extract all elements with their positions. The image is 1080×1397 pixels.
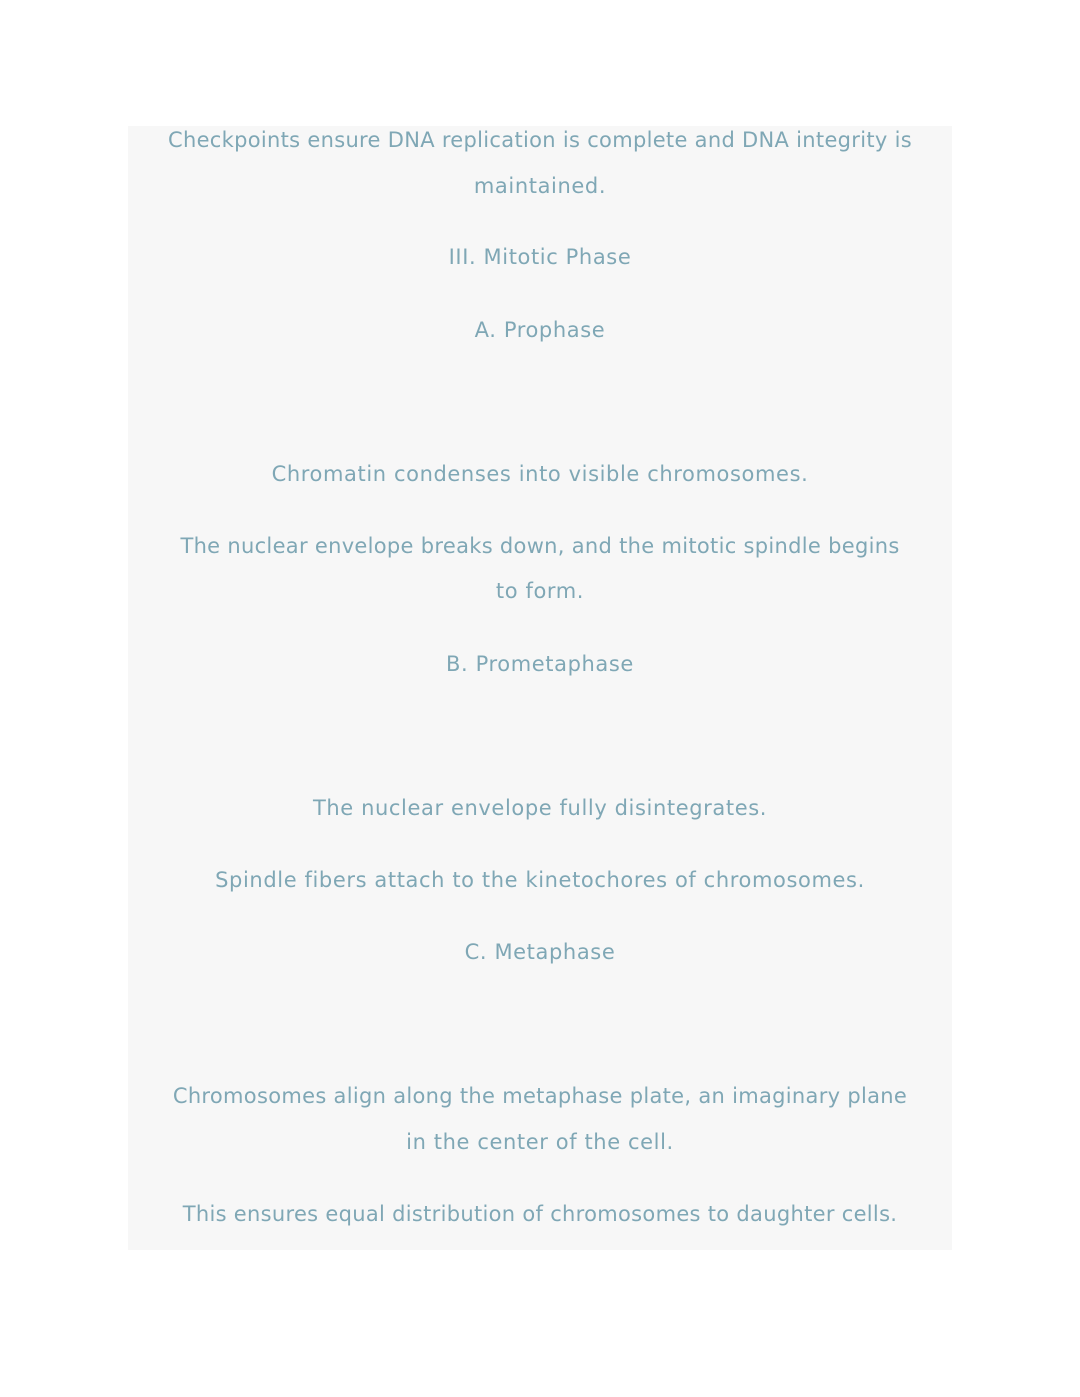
prometaphase-heading: B. Prometaphase	[446, 652, 634, 676]
checkpoints-text-line-2: maintained.	[473, 174, 607, 198]
metaphase-point-2: This ensures equal distribution of chromosomes to daughter cells.	[182, 1202, 898, 1226]
checkpoints-text-line-1: Checkpoints ensure DNA replication is complete and DNA integrity is	[168, 128, 912, 152]
prophase-point-1: Chromatin condenses into visible chromosomes.	[271, 462, 809, 486]
prophase-point-2-line-2: to form.	[495, 579, 585, 603]
metaphase-point-1-line-2: in the center of the cell.	[406, 1130, 674, 1154]
metaphase-point-1-line-1: Chromosomes align along the metaphase plate, an imaginary plane	[172, 1084, 908, 1108]
metaphase-heading: C. Metaphase	[464, 940, 616, 964]
prophase-point-2-line-1: The nuclear envelope breaks down, and the mitotic spindle begins	[180, 534, 900, 558]
section-heading: III. Mitotic Phase	[448, 245, 632, 269]
prometaphase-point-2: Spindle fibers attach to the kinetochores of chromosomes.	[215, 868, 865, 892]
prometaphase-point-1: The nuclear envelope fully disintegrates.	[312, 796, 768, 820]
prophase-heading: A. Prophase	[474, 318, 606, 342]
